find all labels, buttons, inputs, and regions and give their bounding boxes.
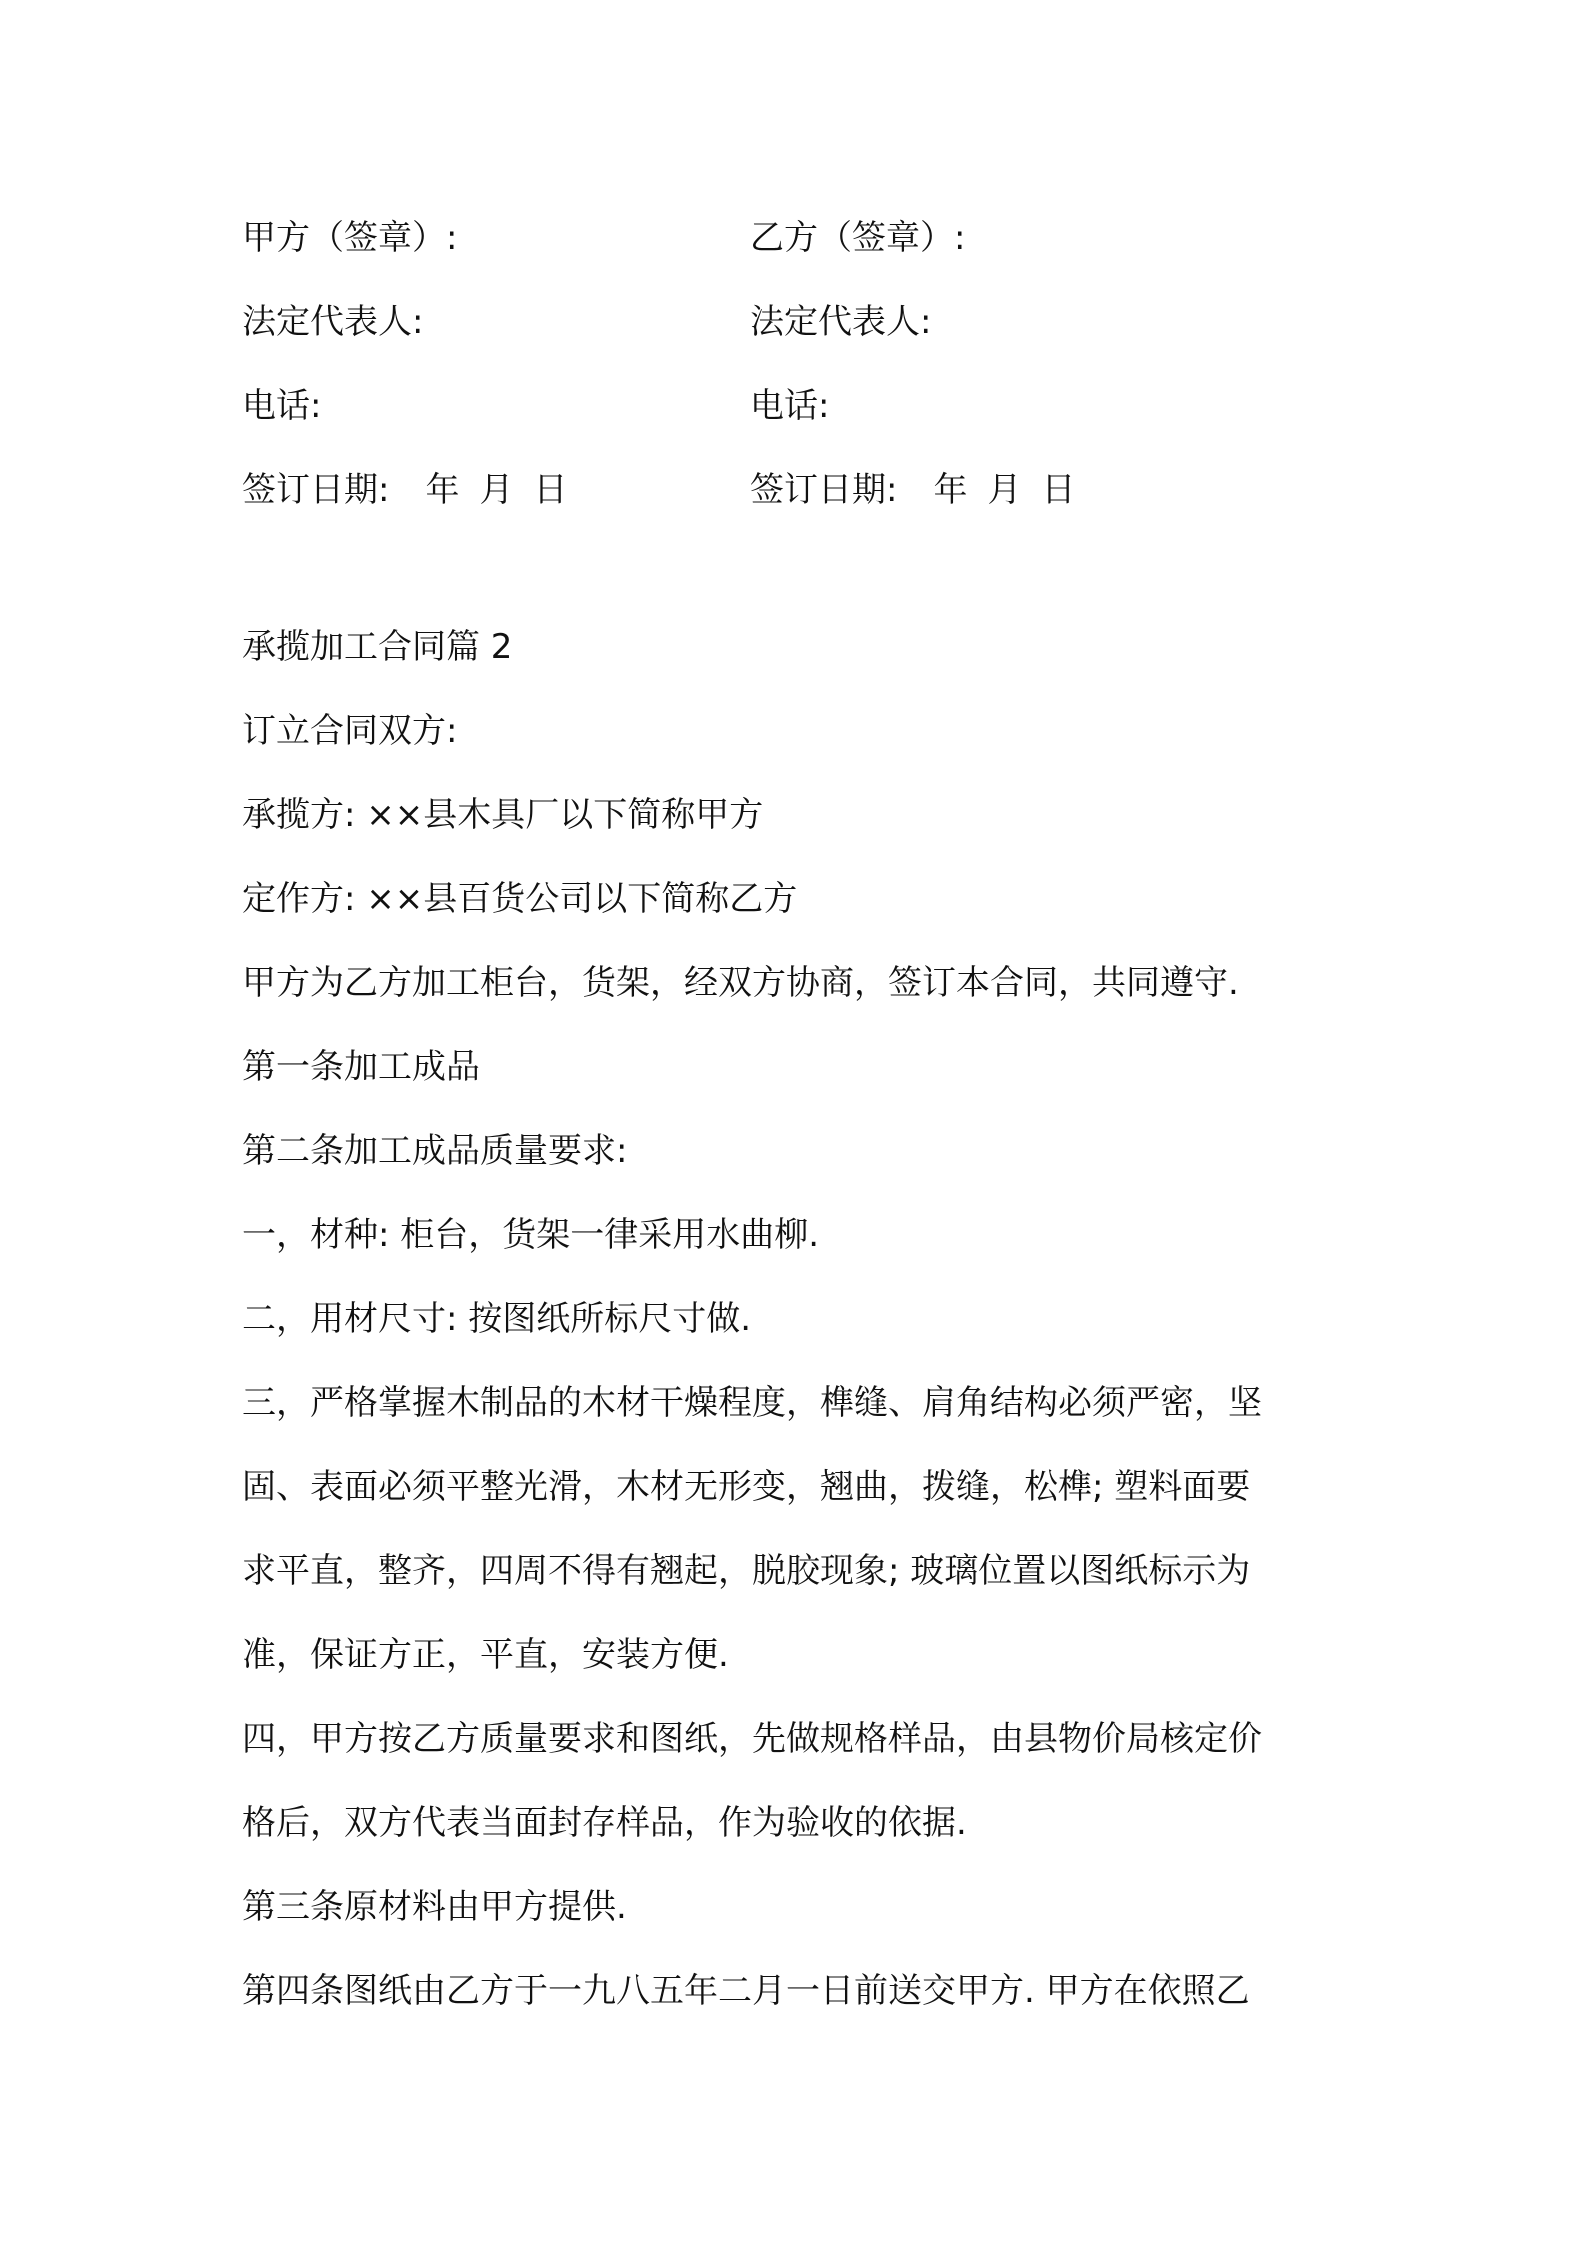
text-line: 二，用材尺寸: 按图纸所标尺寸做. xyxy=(242,1299,752,1339)
date-label: 签订日期: xyxy=(750,470,898,510)
signature-row-date xyxy=(242,448,1362,532)
text-line: 承揽方: ××县木具厂以下简称甲方 xyxy=(242,795,764,835)
party-b-representative: 法定代表人: xyxy=(750,302,932,342)
contract-body xyxy=(242,605,1360,2033)
party-a-date xyxy=(242,448,750,532)
party-b-phone: 电话: xyxy=(750,386,830,426)
text-line: 甲方为乙方加工柜台，货架，经双方协商，签订本合同，共同遵守. xyxy=(242,963,1239,1003)
date-day: 日 xyxy=(533,470,568,510)
date-day: 日 xyxy=(1041,470,1076,510)
date-label: 签订日期: xyxy=(242,470,390,510)
text-line: 第四条图纸由乙方于一九八五年二月一日前送交甲方. 甲方在依照乙 xyxy=(242,1971,1250,2011)
signature-block xyxy=(242,196,1362,532)
text-line: 格后，双方代表当面封存样品，作为验收的依据. xyxy=(242,1803,967,1843)
text-line: 第三条原材料由甲方提供. xyxy=(242,1887,627,1927)
signature-row-rep xyxy=(242,280,1362,364)
party-b-date xyxy=(750,448,1258,532)
signature-row-phone xyxy=(242,364,1362,448)
date-month: 月 xyxy=(479,470,514,510)
date-month: 月 xyxy=(987,470,1022,510)
text-line: 三，严格掌握木制品的木材干燥程度，榫缝、肩角结构必须严密，坚 xyxy=(242,1383,1262,1423)
text-line: 准，保证方正，平直，安装方便. xyxy=(242,1635,729,1675)
date-year: 年 xyxy=(933,470,968,510)
party-b-seal: 乙方（签章）: xyxy=(750,218,966,258)
section-title: 承揽加工合同篇 2 xyxy=(242,627,513,667)
text-line: 定作方: ××县百货公司以下简称乙方 xyxy=(242,879,798,919)
party-a-phone: 电话: xyxy=(242,386,322,426)
text-line: 第一条加工成品 xyxy=(242,1047,480,1087)
text-line: 第二条加工成品质量要求: xyxy=(242,1131,628,1171)
party-a-representative: 法定代表人: xyxy=(242,302,424,342)
party-a-seal: 甲方（签章）: xyxy=(242,218,458,258)
date-year: 年 xyxy=(425,470,460,510)
text-line: 四，甲方按乙方质量要求和图纸，先做规格样品，由县物价局核定价 xyxy=(242,1719,1262,1759)
signature-row-party xyxy=(242,196,1362,280)
text-line: 一，材种: 柜台，货架一律采用水曲柳. xyxy=(242,1215,820,1255)
text-line: 订立合同双方: xyxy=(242,711,458,751)
text-line: 固、表面必须平整光滑，木材无形变，翘曲，拨缝，松榫; 塑料面要 xyxy=(242,1467,1251,1507)
text-line: 求平直，整齐，四周不得有翘起，脱胶现象; 玻璃位置以图纸标示为 xyxy=(242,1551,1251,1591)
